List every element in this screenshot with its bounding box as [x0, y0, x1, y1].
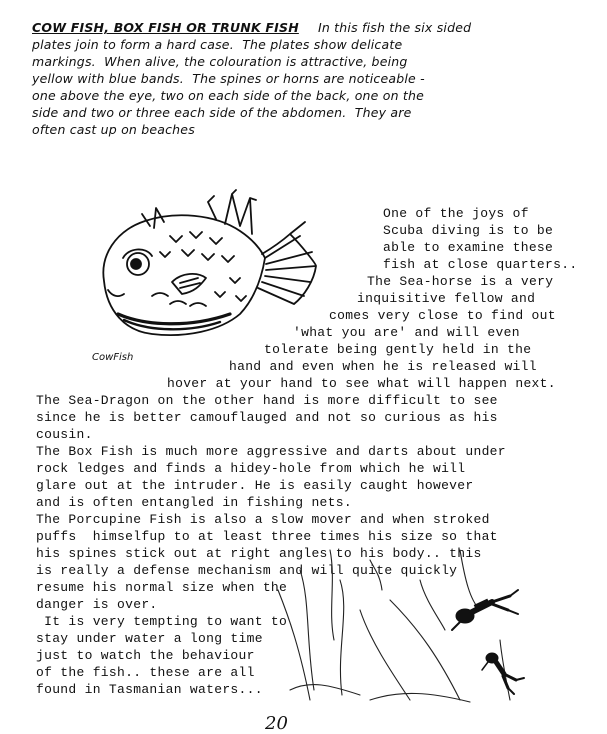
body-line: hover at your hand to see what will happen next. — [167, 376, 556, 391]
header-line: one above the eye, two on each side of the back, one on the — [32, 88, 424, 103]
header-line: In this fish the six sided — [318, 20, 472, 35]
header-line: markings. When alive, the colouration is attractive, being — [32, 54, 408, 69]
cowfish-drawing-icon — [90, 186, 330, 346]
body-line: able to examine these — [383, 240, 554, 255]
body-line: and is often entangled in fishing nets. — [36, 495, 352, 510]
body-line: danger is over. — [36, 597, 158, 612]
body-line: his spines stick out at right angles to his body.. this — [36, 546, 482, 561]
body-line: comes very close to find out — [329, 308, 556, 323]
body-line: One of the joys of — [383, 206, 529, 221]
body-line: fish at close quarters.. — [383, 257, 578, 272]
body-line: cousin. — [36, 427, 93, 442]
body-line: is really a defense mechanism and will quite quickly — [36, 563, 458, 578]
header-line: yellow with blue bands. The spines or horns are noticeable - — [32, 71, 425, 86]
body-line: of the fish.. these are all — [36, 665, 255, 680]
body-line: glare out at the intruder. He is easily caught however — [36, 478, 474, 493]
body-line: hand and even when he is released will — [229, 359, 537, 374]
illustration-caption: CowFish — [92, 352, 134, 363]
body-line: puffs himselfup to at least three times his size so that — [36, 529, 498, 544]
header-line: plates join to form a hard case. The plates show delicate — [32, 37, 403, 52]
body-line: Scuba diving is to be — [383, 223, 554, 238]
scuba-divers-drawing-icon — [270, 540, 570, 710]
body-line: rock ledges and finds a hidey-hole from which he will — [36, 461, 466, 476]
body-line: stay under water a long time — [36, 631, 263, 646]
header-line: side and two or three each side of the abdomen. They are — [32, 105, 412, 120]
body-line: inquisitive fellow and — [357, 291, 536, 306]
body-line: The Sea-horse is a very — [367, 274, 554, 289]
body-line: since he is better camouflauged and not so curious as his — [36, 410, 498, 425]
section-title: COW FISH, BOX FISH OR TRUNK FISH — [32, 20, 299, 35]
body-line: The Sea-Dragon on the other hand is more difficult to see — [36, 393, 498, 408]
body-line: 'what you are' and will even — [293, 325, 520, 340]
body-line: found in Tasmanian waters... — [36, 682, 263, 697]
body-line: The Porcupine Fish is also a slow mover and when stroked — [36, 512, 490, 527]
body-line: It is very tempting to want to — [36, 614, 288, 629]
body-line: The Box Fish is much more aggressive and darts about under — [36, 444, 506, 459]
body-line: resume his normal size when the — [36, 580, 288, 595]
header-line: often cast up on beaches — [32, 122, 195, 137]
body-line: just to watch the behaviour — [36, 648, 255, 663]
page-number: 20 — [265, 713, 288, 734]
body-line: tolerate being gently held in the — [264, 342, 532, 357]
